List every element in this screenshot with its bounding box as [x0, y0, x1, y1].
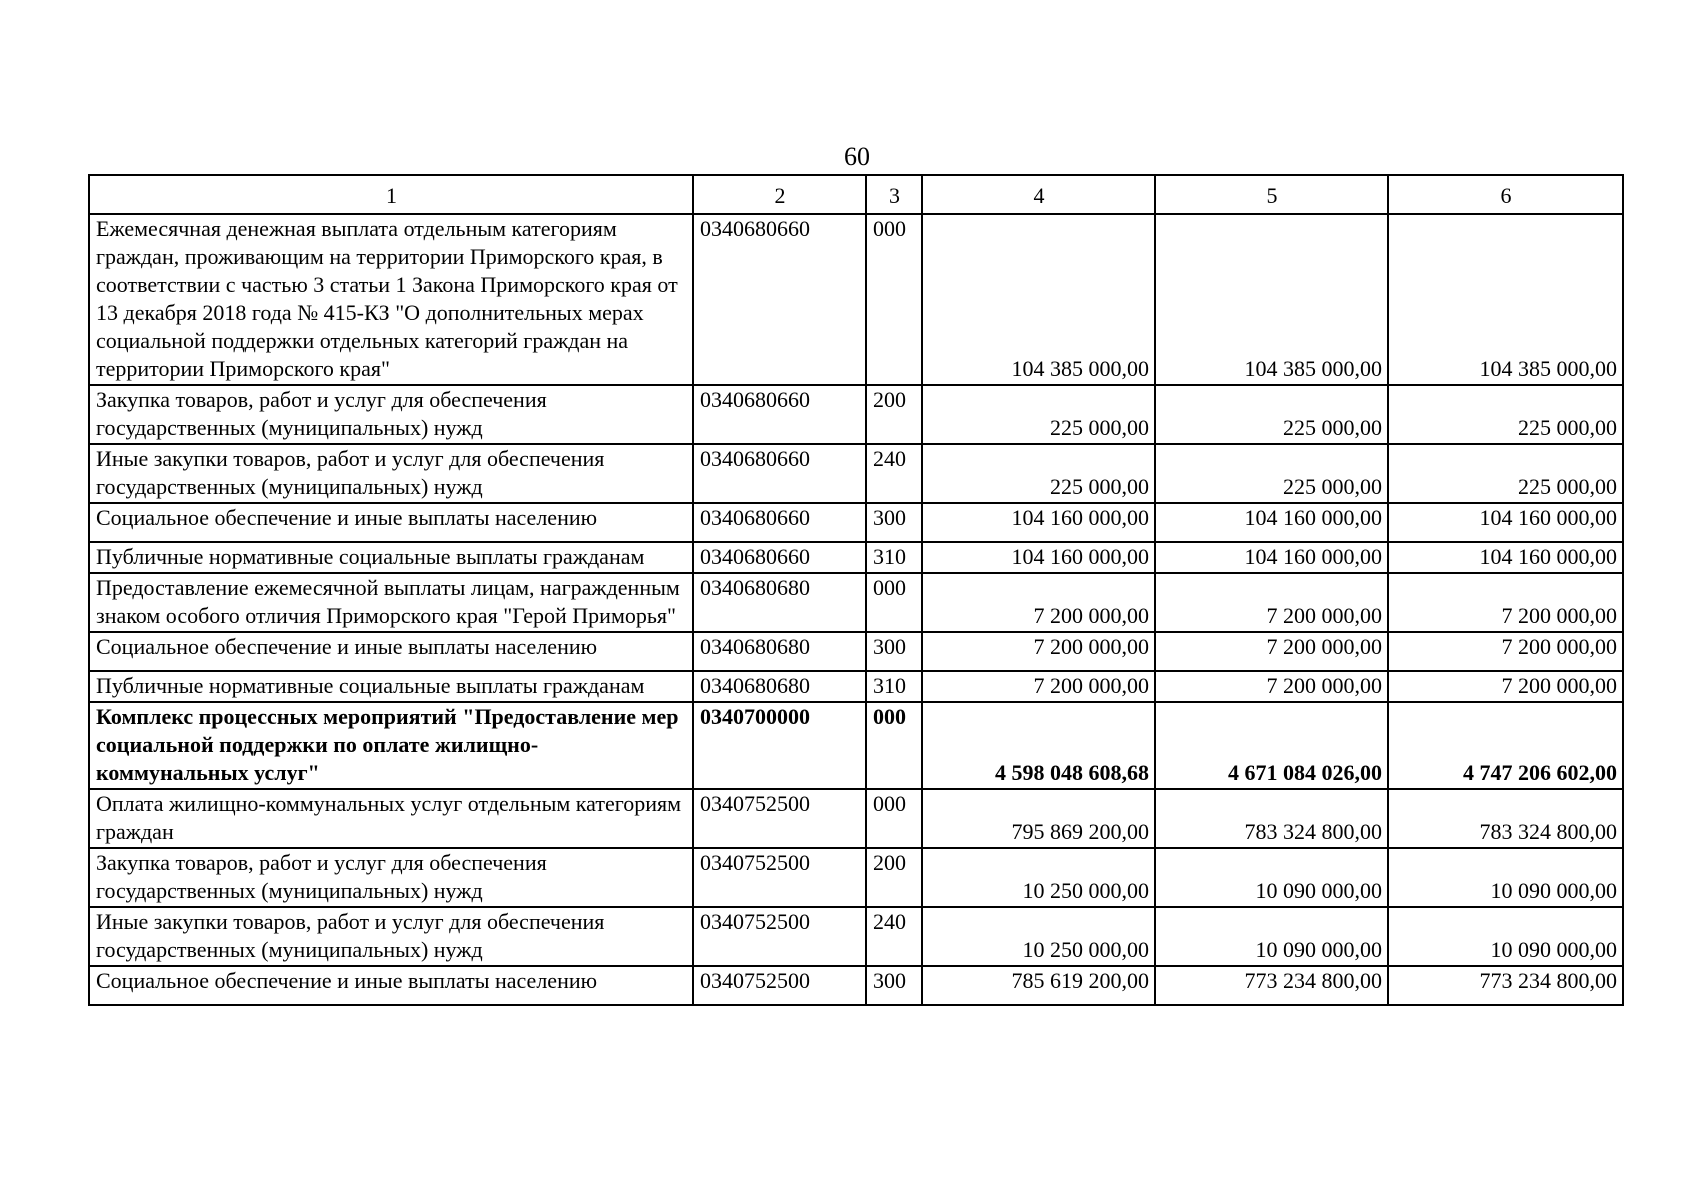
- row-value-col5: 104 160 000,00: [1155, 503, 1388, 542]
- row-type-cell: 240: [866, 907, 922, 966]
- row-type-cell: 000: [866, 214, 922, 385]
- table-row: [89, 503, 1623, 542]
- row-value-col6: 104 160 000,00: [1388, 503, 1623, 542]
- row-value-col5: 783 324 800,00: [1155, 789, 1388, 848]
- page-number: 60: [844, 142, 870, 171]
- row-value-col6: 104 385 000,00: [1388, 214, 1623, 385]
- table-row: [89, 214, 1623, 385]
- row-value-col4: 104 160 000,00: [922, 542, 1155, 573]
- row-code-cell: 0340680680: [693, 632, 866, 671]
- row-name-cell: Комплекс процессных мероприятий "Предоставление мер социальной поддержки по оплате жилищно-коммунальных услуг": [89, 702, 693, 789]
- table-row: [89, 907, 1623, 966]
- row-value-col5: 7 200 000,00: [1155, 632, 1388, 671]
- header-cell-2: 2: [693, 175, 866, 214]
- table-row: [89, 789, 1623, 848]
- header-row: [89, 175, 1623, 214]
- row-value-col6: 225 000,00: [1388, 385, 1623, 444]
- row-type-cell: 300: [866, 503, 922, 542]
- row-value-col5: 104 385 000,00: [1155, 214, 1388, 385]
- row-value-col4: 10 250 000,00: [922, 848, 1155, 907]
- row-value-col6: 104 160 000,00: [1388, 542, 1623, 573]
- row-type-cell: 310: [866, 671, 922, 702]
- row-value-col5: 7 200 000,00: [1155, 573, 1388, 632]
- row-value-col4: 7 200 000,00: [922, 671, 1155, 702]
- table-row: [89, 385, 1623, 444]
- row-value-col5: 773 234 800,00: [1155, 966, 1388, 1005]
- row-value-col6: 10 090 000,00: [1388, 907, 1623, 966]
- budget-table-body: [89, 175, 1623, 1005]
- row-value-col5: 225 000,00: [1155, 385, 1388, 444]
- row-code-cell: 0340752500: [693, 966, 866, 1005]
- row-name-cell: Предоставление ежемесячной выплаты лицам, награжденным знаком особого отличия Приморского края "Герой Приморья": [89, 573, 693, 632]
- row-type-cell: 300: [866, 966, 922, 1005]
- row-code-cell: 0340680660: [693, 214, 866, 385]
- row-value-col6: 7 200 000,00: [1388, 671, 1623, 702]
- row-code-cell: 0340680660: [693, 503, 866, 542]
- row-name-cell: Закупка товаров, работ и услуг для обеспечения государственных (муниципальных) нужд: [89, 385, 693, 444]
- row-name-cell: Ежемесячная денежная выплата отдельным категориям граждан, проживающим на территории Приморского края, в соответствии с частью 3 статьи 1 Закона Приморского края от 13 декабря 2018 года № 415-КЗ "О дополнительных мерах социальной поддержки отдельных категорий граждан на территории Приморского края": [89, 214, 693, 385]
- header-cell-6: 6: [1388, 175, 1623, 214]
- row-type-cell: 200: [866, 848, 922, 907]
- row-value-col4: 225 000,00: [922, 385, 1155, 444]
- row-value-col4: 4 598 048 608,68: [922, 702, 1155, 789]
- row-value-col6: 225 000,00: [1388, 444, 1623, 503]
- row-name-cell: Социальное обеспечение и иные выплаты населению: [89, 503, 693, 542]
- row-value-col5: 104 160 000,00: [1155, 542, 1388, 573]
- row-value-col5: 4 671 084 026,00: [1155, 702, 1388, 789]
- row-value-col4: 7 200 000,00: [922, 573, 1155, 632]
- row-code-cell: 0340752500: [693, 848, 866, 907]
- row-code-cell: 0340700000: [693, 702, 866, 789]
- table-row: [89, 671, 1623, 702]
- row-name-cell: Публичные нормативные социальные выплаты гражданам: [89, 542, 693, 573]
- table-row: [89, 444, 1623, 503]
- row-value-col6: 773 234 800,00: [1388, 966, 1623, 1005]
- row-type-cell: 000: [866, 702, 922, 789]
- row-value-col4: 104 160 000,00: [922, 503, 1155, 542]
- row-value-col5: 7 200 000,00: [1155, 671, 1388, 702]
- table-row: [89, 848, 1623, 907]
- row-value-col5: 225 000,00: [1155, 444, 1388, 503]
- row-name-cell: Закупка товаров, работ и услуг для обеспечения государственных (муниципальных) нужд: [89, 848, 693, 907]
- table-row: [89, 573, 1623, 632]
- row-code-cell: 0340680660: [693, 444, 866, 503]
- row-name-cell: Публичные нормативные социальные выплаты гражданам: [89, 671, 693, 702]
- row-name-cell: Оплата жилищно-коммунальных услуг отдельным категориям граждан: [89, 789, 693, 848]
- row-value-col4: 225 000,00: [922, 444, 1155, 503]
- row-type-cell: 200: [866, 385, 922, 444]
- row-code-cell: 0340680680: [693, 671, 866, 702]
- table-row: [89, 966, 1623, 1005]
- row-value-col6: 4 747 206 602,00: [1388, 702, 1623, 789]
- header-cell-1: 1: [89, 175, 693, 214]
- row-name-cell: Иные закупки товаров, работ и услуг для обеспечения государственных (муниципальных) нужд: [89, 907, 693, 966]
- row-code-cell: 0340680660: [693, 542, 866, 573]
- row-value-col6: 783 324 800,00: [1388, 789, 1623, 848]
- row-value-col4: 7 200 000,00: [922, 632, 1155, 671]
- header-cell-5: 5: [1155, 175, 1388, 214]
- row-code-cell: 0340680680: [693, 573, 866, 632]
- row-code-cell: 0340752500: [693, 789, 866, 848]
- row-value-col6: 10 090 000,00: [1388, 848, 1623, 907]
- row-value-col5: 10 090 000,00: [1155, 848, 1388, 907]
- row-type-cell: 000: [866, 573, 922, 632]
- row-value-col5: 10 090 000,00: [1155, 907, 1388, 966]
- row-name-cell: Социальное обеспечение и иные выплаты населению: [89, 966, 693, 1005]
- table-row: [89, 542, 1623, 573]
- budget-table: [88, 174, 1624, 1006]
- row-value-col4: 795 869 200,00: [922, 789, 1155, 848]
- row-name-cell: Социальное обеспечение и иные выплаты населению: [89, 632, 693, 671]
- row-type-cell: 000: [866, 789, 922, 848]
- row-code-cell: 0340680660: [693, 385, 866, 444]
- row-value-col6: 7 200 000,00: [1388, 573, 1623, 632]
- row-type-cell: 310: [866, 542, 922, 573]
- header-cell-3: 3: [866, 175, 922, 214]
- header-cell-4: 4: [922, 175, 1155, 214]
- row-value-col4: 785 619 200,00: [922, 966, 1155, 1005]
- row-value-col4: 104 385 000,00: [922, 214, 1155, 385]
- row-type-cell: 240: [866, 444, 922, 503]
- table-row: [89, 702, 1623, 789]
- row-value-col4: 10 250 000,00: [922, 907, 1155, 966]
- row-value-col6: 7 200 000,00: [1388, 632, 1623, 671]
- table-row: [89, 632, 1623, 671]
- row-code-cell: 0340752500: [693, 907, 866, 966]
- row-name-cell: Иные закупки товаров, работ и услуг для обеспечения государственных (муниципальных) нужд: [89, 444, 693, 503]
- row-type-cell: 300: [866, 632, 922, 671]
